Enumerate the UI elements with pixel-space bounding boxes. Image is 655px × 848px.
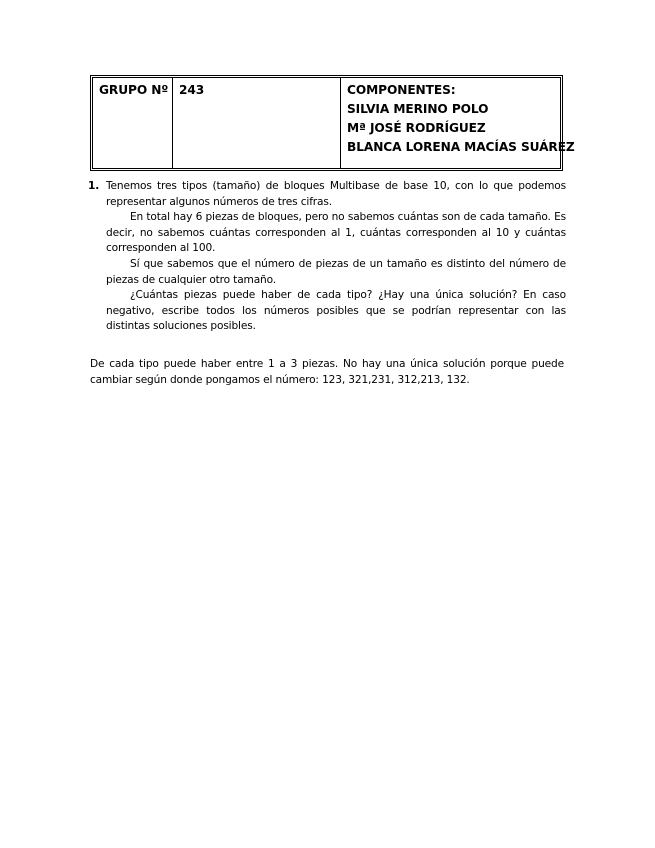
components-cell: [341, 78, 581, 168]
member-name: Mª JOSÉ RODRÍGUEZ: [347, 121, 486, 135]
question-paragraph: ¿Cuántas piezas puede haber de cada tipo? ¿Hay una única solución? En caso negativo, escribe todos los números posibles que se podrían representar con las distintas soluciones posibles.: [106, 289, 566, 333]
question-paragraph: En total hay 6 piezas de bloques, pero no sabemos cuántas son de cada tamaño. Es decir, no sabemos cuántas corresponden al 1, cuántas corresponden al 10 y cuántas corresponden al 100.: [106, 211, 566, 255]
question-paragraph: Sí que sabemos que el número de piezas de un tamaño es distinto del número de piezas de cualquier otro tamaño.: [106, 257, 566, 286]
group-number: 243: [179, 83, 205, 97]
group-label-cell: [93, 78, 173, 168]
question-paragraph: Tenemos tres tipos (tamaño) de bloques Multibase de base 10, con lo que podemos representar algunos números de tres cifras.: [106, 180, 566, 208]
question-1: [88, 179, 566, 335]
group-header-table: [90, 75, 575, 171]
member-name: SILVIA MERINO POLO: [347, 102, 489, 116]
group-label: GRUPO Nº: [99, 83, 169, 97]
group-number-cell: [173, 78, 341, 168]
question-body: [106, 179, 566, 335]
member-name: BLANCA LORENA MACÍAS SUÁREZ: [347, 140, 575, 154]
question-number: 1.: [88, 180, 100, 192]
answer-paragraph: De cada tipo puede haber entre 1 a 3 piezas. No hay una única solución porque puede cambiar según donde pongamos el número: 123, 321,231, 312,213, 132.: [90, 358, 564, 386]
components-label: COMPONENTES:: [347, 83, 456, 97]
